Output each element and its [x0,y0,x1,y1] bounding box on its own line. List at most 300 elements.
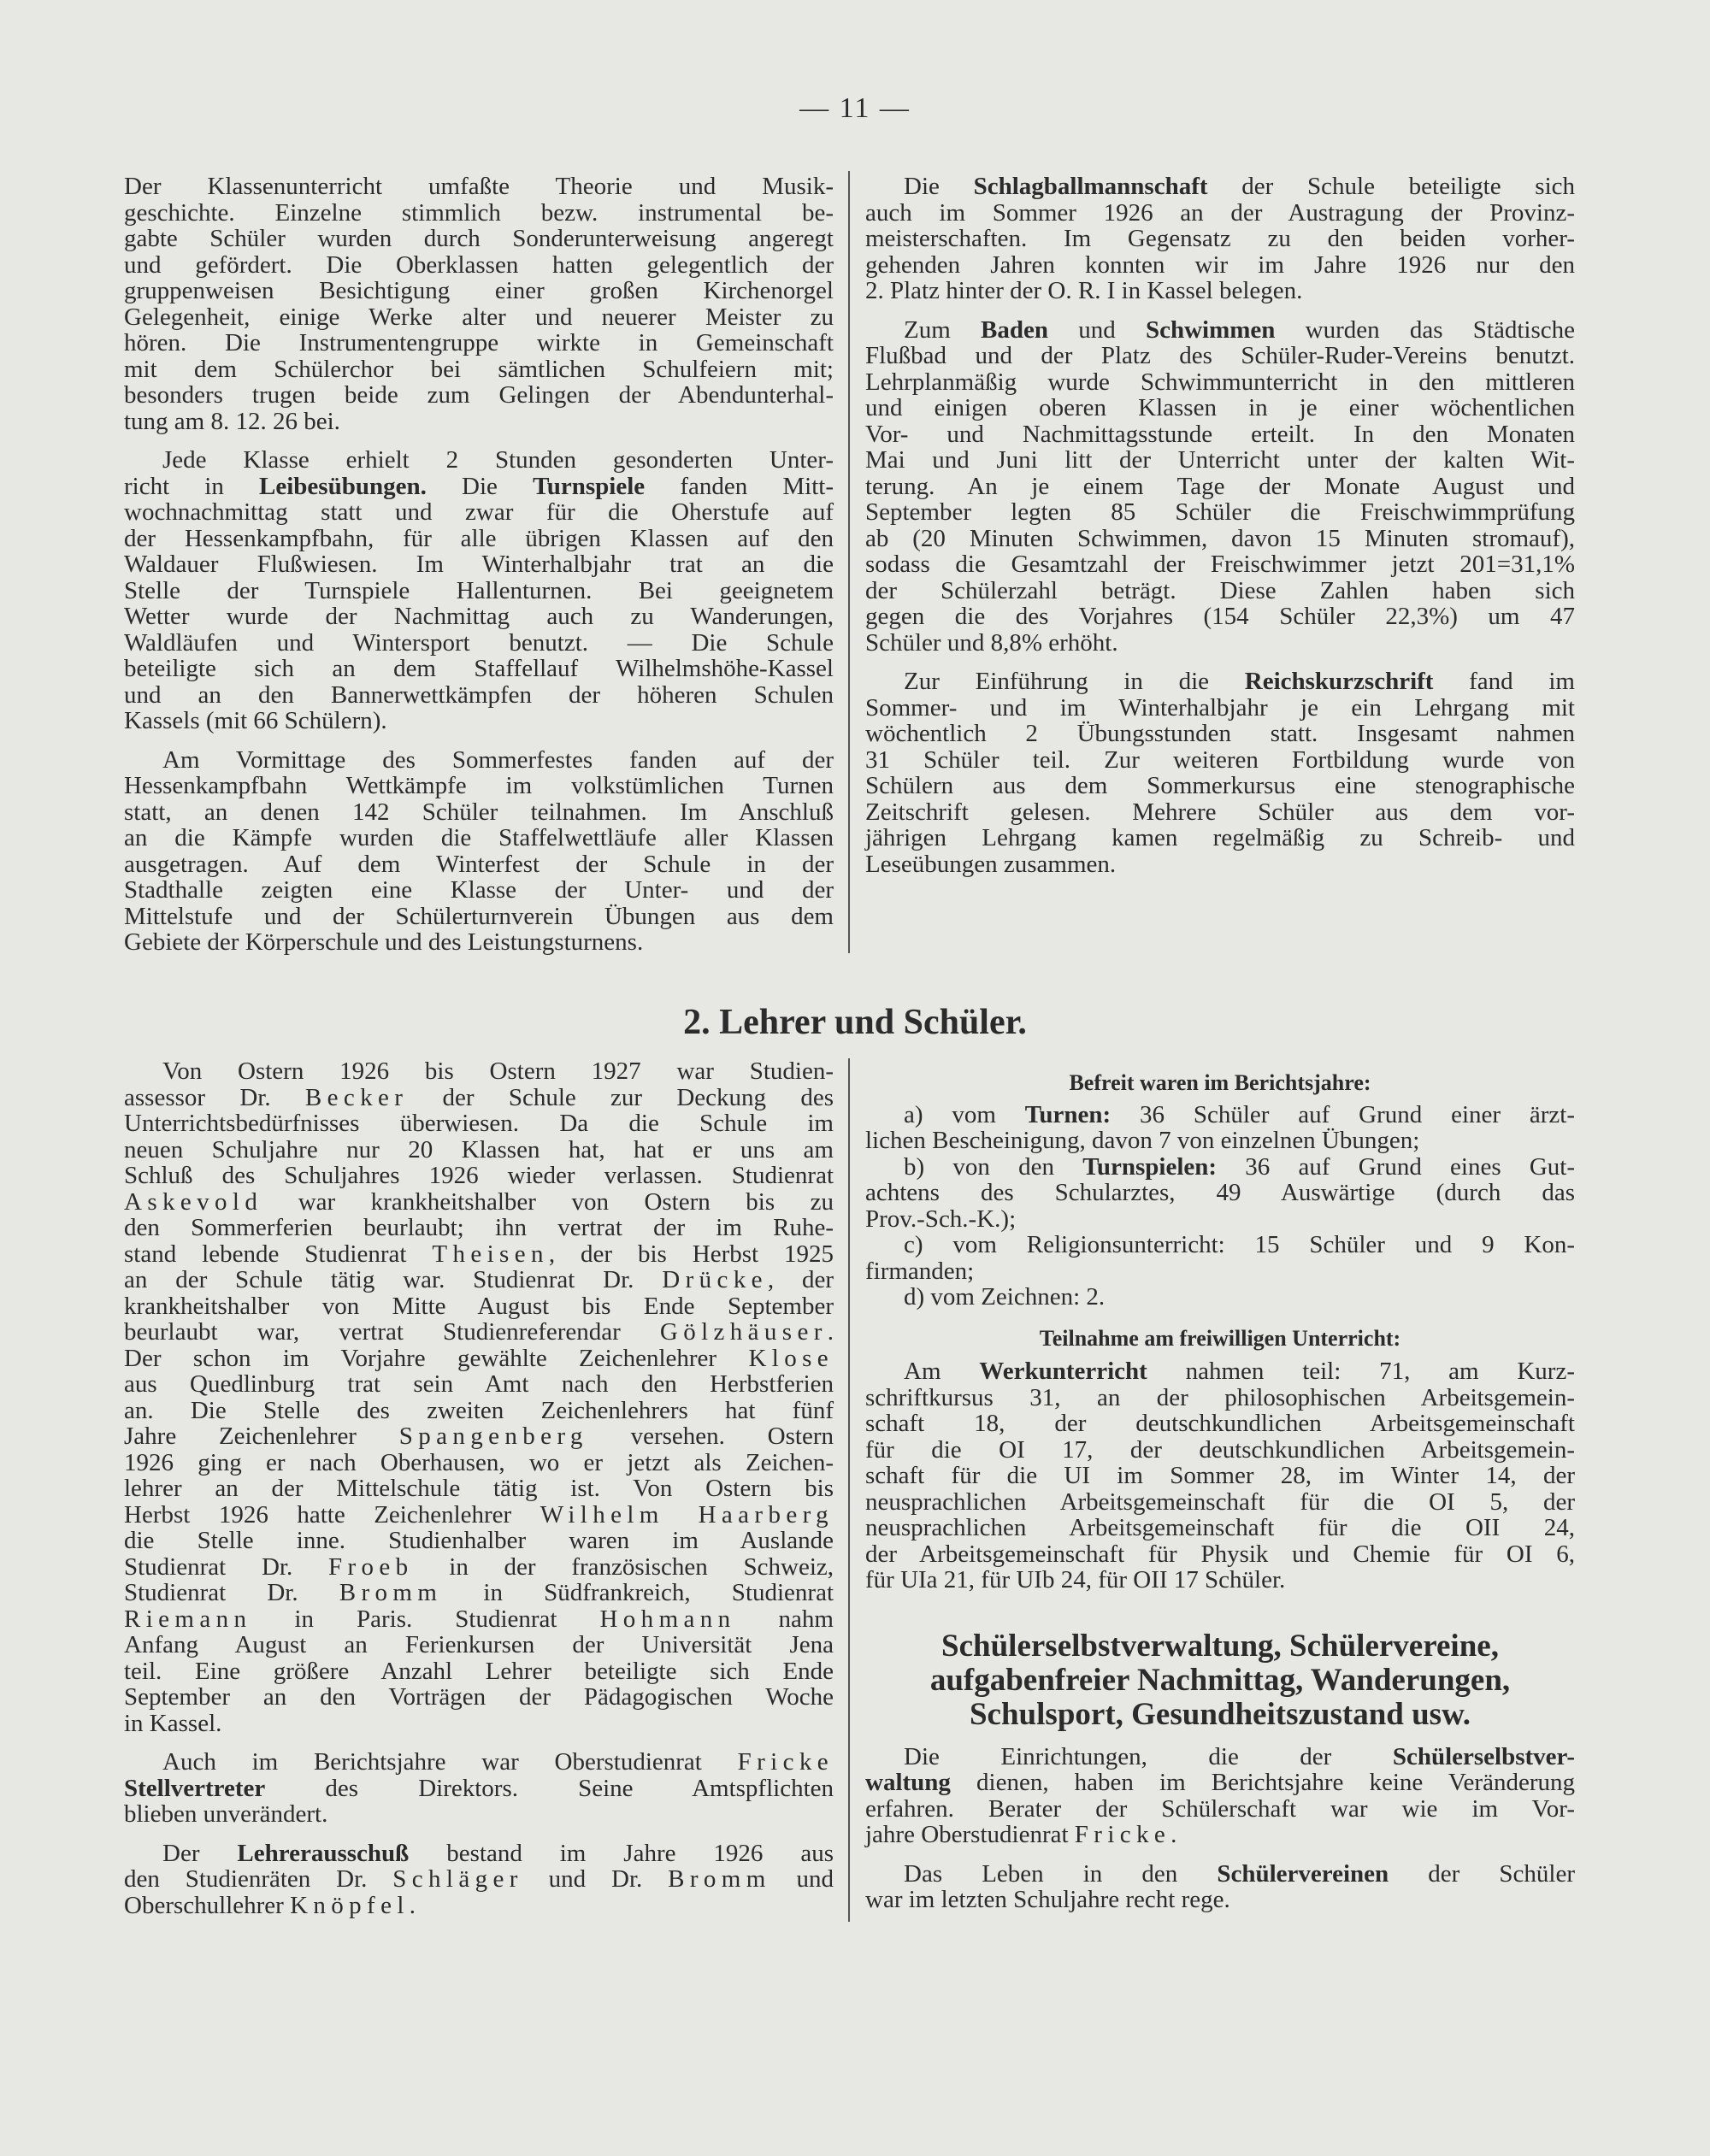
column-divider [848,1058,850,1922]
text-line [865,1437,1575,1464]
text-line [865,773,1575,799]
text-line [865,630,1575,657]
heading-line: aufgabenfreier Nachmittag, Wanderungen, [929,1662,1511,1698]
text-line [865,1822,1575,1848]
text-run: und [770,1865,834,1893]
text-run: , der [767,1266,834,1293]
text-line [124,278,834,304]
text-run: blieben unverändert. [124,1800,328,1828]
text-line [124,1866,834,1893]
text-line [124,825,834,851]
text-run: Mittelstufe und der Schülerturnverein Übungen aus dem [124,902,834,930]
right-column-bottom [865,1070,1575,1926]
person-name: Schläger [392,1865,523,1893]
text-line [124,1371,834,1398]
column-divider [848,171,850,953]
text-run: an die Kämpfe wurden die Staffelwettläufe aller Klassen [124,824,834,851]
text-run: der Schule beteiligte sich [1207,173,1575,200]
text-run: Jahre Zeichenlehrer [124,1423,399,1450]
paragraph [865,1861,1575,1913]
text-line [124,630,834,657]
text-run: und Dr. [522,1865,669,1893]
paragraph [865,1284,1575,1311]
text-run: Auch im Berichtsjahre war Oberstudienrat [162,1748,738,1776]
text-line [124,1293,834,1320]
text-run: der Schüler [1389,1859,1575,1888]
text-line [124,708,834,734]
text-line [124,1215,834,1241]
paragraph [865,669,1575,877]
text-line [124,682,834,709]
text-line [865,825,1575,851]
text-line [124,447,834,474]
text-run: versehen. Ostern [587,1423,834,1450]
text-line [865,395,1575,421]
text-line [865,799,1575,826]
text-run: sodass die Gesamtzahl der Freischwimmer jetzt 201=31,1% [865,551,1575,578]
text-run: in Südfrankreich, Studienrat [442,1579,834,1606]
text-run: Der schon im Vorjahre gewählte Zeichenlehrer [124,1344,749,1372]
exemption-list [865,1102,1575,1311]
text-run: Prov.-Sch.-K.); [865,1205,1017,1233]
text-run: Zeitschrift gelesen. Mehrere Schüler aus dem vor- [865,798,1575,826]
text-line [124,851,834,878]
text-line [124,747,834,774]
text-line [124,1749,834,1776]
bold-term: Turnen: [1024,1100,1112,1128]
text-run: in der französischen Schweiz, [413,1552,834,1581]
text-line [865,421,1575,448]
text-run: der Schule zur Deckung des [408,1083,834,1111]
text-line [124,799,834,826]
text-run: . [1170,1821,1177,1848]
paragraph [865,1154,1575,1233]
text-line [865,1180,1575,1206]
text-run: lichen Bescheinigung, davon 7 von einzelnen Übungen; [865,1127,1420,1154]
text-line [865,578,1575,604]
text-run: krankheitshalber von Mitte August bis Ende September [124,1292,834,1320]
text-run: stand lebende Studienrat [124,1240,433,1268]
bold-term: Baden [981,315,1048,344]
text-run: Flußbad und der Platz des Schüler-Ruder-Vereins benutzt. [865,342,1575,369]
text-line [865,252,1575,279]
text-line [865,1258,1575,1285]
text-line [865,604,1575,630]
text-run: 36 auf Grund eines Gut- [1217,1152,1576,1181]
person-name: Hohmann [599,1605,736,1633]
text-run: Die [904,173,974,200]
text-run: , der bis Herbst 1925 [548,1240,834,1268]
text-run: a) vom [904,1100,1025,1128]
text-run: Wetter wurde der Nachmittag auch zu Wanderungen, [124,603,834,630]
text-line [124,1580,834,1606]
text-run: Stelle der Turnspiele Hallenturnen. Bei geeignetem [124,576,834,604]
text-run: auch im Sommer 1926 an der Austragung der Provinz- [865,198,1575,227]
text-run: September an den Vorträgen der Pädagogischen Woche [124,1683,834,1711]
text-line [124,904,834,930]
text-line [865,669,1575,695]
text-line [865,174,1575,200]
bold-term: Schlagballmannschaft [973,173,1208,200]
text-line [865,1887,1575,1913]
text-run: mit dem Schülerchor bei sämtlichen Schulfeiern mit; [124,355,834,383]
text-line [865,1770,1575,1796]
text-line [865,851,1575,878]
text-run: neusprachlichen Arbeitsgemeinschaft für die OII 24, [865,1514,1575,1541]
text-line [124,1554,834,1581]
text-run: ausgetragen. Auf dem Winterfest der Schule in der [124,850,834,878]
text-line [124,1398,834,1424]
bold-term: waltung [865,1769,951,1796]
text-run: gabte Schüler wurden durch Sonderunterweisung angeregt [124,225,834,252]
text-line [124,1319,834,1346]
text-line [865,1284,1575,1311]
text-run: der Arbeitsgemeinschaft für Physik und Chemie für OI 6, [865,1540,1575,1568]
person-name: Knöpfel [290,1891,410,1919]
text-run: gegen die des Vorjahres (154 Schüler 22,3%) um 47 [865,603,1575,630]
text-line [865,226,1575,252]
bold-term: Lehrerausschuß [237,1839,410,1867]
text-run: assessor Dr. [124,1083,305,1111]
text-line [865,721,1575,747]
paragraph [865,1358,1575,1593]
text-run: hören. Die Instrumentengruppe wirkte in Gemeinschaft [124,329,834,356]
text-line [865,317,1575,344]
text-run: Jede Klasse erhielt 2 Stunden gesonderten Unter- [162,446,834,474]
text-run: des Direktors. Seine Amtspflichten [265,1774,834,1802]
text-run: . [409,1891,416,1919]
paragraph [124,1841,834,1919]
person-name: Fricke [737,1748,834,1776]
person-name: Bromm [668,1865,771,1893]
text-line [124,1085,834,1111]
text-line [865,1385,1575,1411]
text-line [124,604,834,630]
text-run: Studienrat Dr. [124,1552,328,1581]
text-run: Zur Einführung in die [904,668,1245,695]
text-run: Die Einrichtungen, die der [904,1742,1393,1770]
text-run: Stadthalle zeigten eine Klasse der Unter- und der [124,876,834,904]
text-run: Unterrichtsbedürfnisses überwiesen. Da die Schule im [124,1110,834,1137]
text-run: Gelegenheit, einige Werke alter und neuerer Meister zu [124,303,834,331]
text-run: nahm [735,1605,834,1633]
bold-term: Stellvertreter [124,1774,266,1802]
text-line [124,526,834,552]
text-run: tung am 8. 12. 26 bei. [124,407,340,435]
text-run: Hessenkampfbahn Wettkämpfe im volkstümlichen Turnen [124,772,834,799]
person-name: Bromm [339,1579,443,1606]
person-name: Riemann [124,1605,252,1633]
text-line [124,1423,834,1450]
text-run: gehenden Jahren konnten wir im Jahre 1926 nur den [865,250,1575,279]
text-line [865,1411,1575,1437]
person-name: Wilhelm Haarberg [540,1500,834,1529]
text-run: Anfang August an Ferienkursen der Universität Jena [124,1631,834,1658]
text-line [865,200,1575,227]
text-run: richt in [124,472,260,500]
text-run: fanden Mitt- [645,472,834,500]
text-line [124,877,834,904]
teilnahme-text [865,1358,1575,1593]
text-run: schriftkursus 31, an der philosophischen Arbeitsgemein- [865,1383,1575,1411]
text-line [124,1346,834,1372]
text-run: den Studienräten Dr. [124,1865,393,1893]
text-line [865,551,1575,578]
text-line [124,1801,834,1828]
text-run: Sommer- und im Winterhalbjahr je ein Lehrgang mit [865,693,1575,722]
text-line [124,1476,834,1502]
paragraph [124,1058,834,1736]
closing-text [865,1744,1575,1913]
text-run: und an den Bannerwettkämpfen der höheren Schulen [124,680,834,709]
text-run: wochnachmittag statt und zwar für die Oherstufe auf [124,498,834,526]
text-run: besonders trugen beide zum Gelingen der Abendunterhal- [124,381,834,409]
person-name: Froeb [327,1552,414,1581]
befreit-heading: Befreit waren im Berichtsjahre: [1069,1070,1371,1095]
text-line [124,1776,834,1802]
text-line [124,1893,834,1919]
bold-term: Werkunterricht [979,1358,1147,1385]
section-title: 2. Lehrer und Schüler. [683,1003,1027,1042]
text-run: Schüler und 8,8% erhöht. [865,628,1118,657]
text-line [865,369,1575,396]
text-run: beurlaubt war, vertrat Studienreferendar [124,1318,660,1346]
bold-term: Turnspielen: [1082,1152,1218,1181]
text-line [124,499,834,526]
text-run: Gebiete der Körperschule und des Leistungsturnens. [124,928,644,956]
bold-term: Schülerselbstver- [1392,1742,1575,1770]
text-run: Von Ostern 1926 bis Ostern 1927 war Studien- [162,1057,834,1085]
person-name: Drücke [662,1266,768,1293]
text-line [124,382,834,409]
text-run: September legten 85 Schüler die Freischwimmprüfung [865,498,1575,526]
text-run: Lehrplanmäßig wurde Schwimmunterricht in den mittleren [865,368,1575,396]
text-run: achtens des Schularztes, 49 Auswärtige (durch das [865,1179,1575,1206]
text-line [124,773,834,799]
text-run: Der [162,1839,238,1867]
text-run: Am Vormittage des Sommerfestes fanden auf der [162,745,834,774]
text-run: Der Klassenunterricht umfaßte Theorie und Musik- [124,173,834,200]
paragraph [124,747,834,956]
text-line [124,1241,834,1268]
text-line [865,1102,1575,1128]
text-line [865,1541,1575,1568]
text-run: Zum [904,315,982,344]
text-run: für UIa 21, für UIb 24, für OII 17 Schüler. [865,1566,1286,1593]
text-line [124,200,834,227]
text-run: schaft 18, der deutschkundlichen Arbeitsgemeinschaft [865,1410,1575,1437]
bold-term: Turnspiele [533,472,646,500]
text-line [124,1841,834,1867]
bold-term: Schülervereinen [1217,1859,1389,1888]
text-line [124,1110,834,1137]
text-run: Die [426,472,534,500]
text-run: schaft für die UI im Sommer 28, im Winter 14, der [865,1462,1575,1489]
text-run: jährigen Lehrgang kamen regelmäßig zu Schreib- und [865,824,1575,851]
paragraph [124,1749,834,1828]
text-line [865,747,1575,774]
text-run: war krankheitshalber von Ostern bis zu [262,1187,834,1216]
text-run: in Paris. Studienrat [251,1605,600,1633]
text-run: aus Quedlinburg trat sein Amt nach den Herbstferien [124,1370,834,1398]
person-name: Fricke [1074,1821,1171,1848]
text-line [124,1137,834,1163]
text-run: 31 Schüler teil. Zur weiteren Fortbildung wurde von [865,745,1575,774]
text-run: Schülern aus dem Sommerkursus eine stenographische [865,772,1575,799]
left-column-bottom [124,1058,834,1931]
text-run: die Stelle inne. Studienhalber waren im Auslande [124,1527,834,1554]
text-run: wöchentlich 2 Übungsstunden statt. Insgesamt nahmen [865,720,1575,747]
paragraph [865,1232,1575,1284]
text-run: und einigen oberen Klassen in je einer wöchentlichen [865,394,1575,421]
text-run: und [1048,315,1146,344]
text-run: 2. Platz hinter der O. R. I in Kassel belegen. [865,277,1303,304]
text-line [124,1502,834,1529]
text-run: ab (20 Minuten Schwimmen, davon 15 Minuten stromauf), [865,524,1575,552]
text-run: 36 Schüler auf Grund einer ärzt- [1111,1100,1575,1128]
text-run: Am [904,1358,980,1385]
text-line [124,578,834,604]
text-run: der Hessenkampfbahn, für alle übrigen Klassen auf den [124,524,834,552]
text-run: gruppenweisen Besichtigung einer großen Kirchenorgel [124,277,834,304]
text-run: der Schülerzahl beträgt. Diese Zahlen haben sich [865,576,1575,604]
person-name: Askevold [124,1187,263,1216]
text-run: Kassels (mit 66 Schülern). [124,707,387,734]
text-line [124,474,834,500]
text-run: . [827,1318,834,1346]
text-line [865,343,1575,369]
text-line [124,356,834,383]
person-name: Gölzhäuser [659,1318,828,1346]
text-run: den Sommerferien beurlaubt; ihn vertrat der im Ruhe- [124,1214,834,1241]
text-line [865,1154,1575,1181]
text-line [124,1684,834,1711]
right-column-top [865,174,1575,890]
text-line [124,551,834,578]
text-line [124,656,834,682]
text-line [124,304,834,331]
text-line [865,1489,1575,1516]
text-line [865,695,1575,722]
text-line [124,226,834,252]
teilnahme-heading: Teilnahme am freiwilligen Unterricht: [1039,1325,1401,1351]
text-run: statt, an denen 142 Schüler teilnahmen. Im Anschluß [124,798,834,826]
text-run: Vor- und Nachmittagsstunde erteilt. In den Monaten [865,420,1575,448]
text-run: Waldauer Flußwiesen. Im Winterhalbjahr trat an die [124,551,834,578]
text-run: jahre Oberstudienrat [865,1821,1075,1848]
section-heading-schuelerselbstverwaltung [865,1629,1575,1732]
text-run: terung. An je einem Tage der Monate August und [865,472,1575,500]
text-line [865,1796,1575,1823]
left-column-top [124,174,834,969]
text-run: und gefördert. Die Oberklassen hatten gelegentlich der [124,250,834,279]
text-line [865,1463,1575,1489]
text-run: c) vom Religionsunterricht: 15 Schüler und 9 Kon- [904,1231,1575,1258]
text-line [124,174,834,200]
person-name: Spangenberg [398,1423,588,1450]
text-line [124,1632,834,1658]
text-run: dienen, haben im Berichtsjahre keine Veränderung [950,1769,1575,1796]
text-run: meisterschaften. Im Gegensatz zu den beiden vorher- [865,225,1575,252]
text-run: wurden das Städtische [1275,315,1575,344]
text-run: für die OI 17, der deutschkundlichen Arbeitsgemein- [865,1435,1575,1464]
text-run: Oberschullehrer [124,1891,291,1919]
text-run: erfahren. Berater der Schülerschaft war wie im Vor- [865,1794,1575,1823]
text-run: Studienrat Dr. [124,1579,339,1606]
text-run: Herbst 1926 hatte Zeichenlehrer [124,1500,540,1529]
text-line [124,1058,834,1085]
bold-term: Schwimmen [1145,315,1276,344]
text-line [124,1711,834,1737]
text-line [865,499,1575,526]
text-line [865,1567,1575,1593]
text-line [124,1189,834,1216]
text-run: beteiligte sich an dem Staffellauf Wilhelmshöhe-Kassel [124,655,834,682]
text-line [865,1515,1575,1541]
heading-line: Schülerselbstverwaltung, Schülervereine, [941,1628,1499,1664]
person-name: Theisen [432,1240,549,1268]
text-run: lehrer an der Mittelschule tätig ist. Von Ostern bis [124,1475,834,1502]
bold-term: Leibesübungen. [259,472,427,500]
text-line [865,1232,1575,1258]
heading-line: Schulsport, Gesundheitszustand usw. [969,1696,1471,1732]
text-run: in Kassel. [124,1709,222,1737]
person-name: Becker [304,1083,409,1111]
text-line [865,1358,1575,1385]
text-run: neusprachlichen Arbeitsgemeinschaft für die OI 5, der [865,1487,1575,1516]
text-line [124,929,834,956]
bold-term: Reichskurzschrift [1244,668,1434,695]
text-run: b) von den [904,1152,1083,1181]
paragraph [865,1102,1575,1154]
text-line [865,526,1575,552]
text-run: d) vom Zeichnen: 2. [904,1283,1106,1311]
paragraph [865,174,1575,304]
text-run: neuen Schuljahre nur 20 Klassen hat, hat er uns am [124,1135,834,1163]
text-line [865,278,1575,304]
text-line [124,330,834,356]
text-line [865,474,1575,500]
text-line [124,409,834,435]
text-line [865,447,1575,474]
text-line [124,1606,834,1633]
text-line [124,1528,834,1554]
text-run: Leseübungen zusammen. [865,850,1117,878]
paragraph [865,317,1575,657]
text-run: geschichte. Einzelne stimmlich bezw. instrumental be- [124,198,834,227]
page-number: — 11 — [799,92,911,124]
text-run: 1926 ging er nach Oberhausen, wo er jetzt als Zeichen- [124,1448,834,1476]
text-run: Das Leben in den [904,1859,1218,1888]
text-line [865,1128,1575,1154]
paragraph [124,174,834,434]
text-run: fand im [1433,668,1575,695]
person-name: Klose [748,1344,834,1372]
text-line [865,1861,1575,1888]
text-line [124,1267,834,1293]
text-run: firmanden; [865,1257,975,1285]
text-run: war im letzten Schuljahre recht rege. [865,1886,1230,1913]
text-run: Mai und Juni litt der Unterricht unter der kalten Wit- [865,446,1575,474]
text-line [124,252,834,279]
text-run: an der Schule tätig war. Studienrat Dr. [124,1266,663,1293]
text-line [124,1658,834,1685]
text-line [124,1163,834,1189]
paragraph [124,447,834,734]
text-line [865,1744,1575,1770]
text-run: nahmen teil: 71, am Kurz- [1147,1358,1575,1385]
text-run: Waldläufen und Wintersport benutzt. — Die Schule [124,628,834,657]
